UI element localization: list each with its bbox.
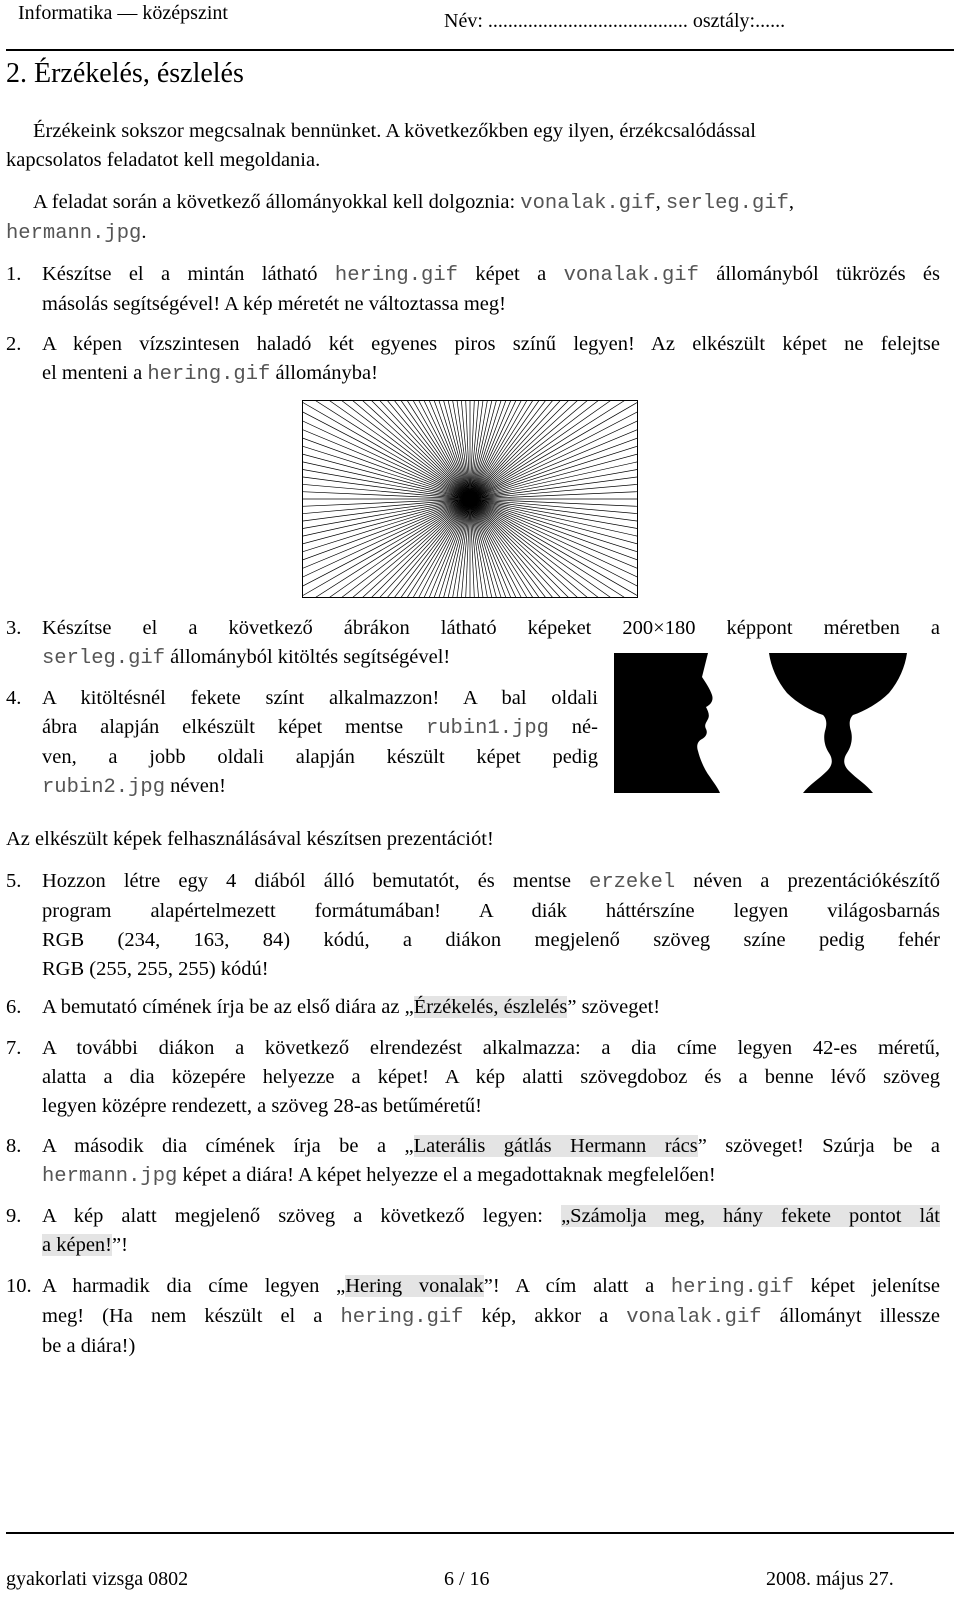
- filename-rubin2: rubin2.jpg: [42, 776, 166, 799]
- separator: ,: [655, 191, 666, 213]
- task-9-line-1: [42, 1202, 940, 1231]
- task-7-line-3: legyen középre rendezett, a szöveg 28-as betűméretű!: [42, 1095, 482, 1117]
- text: néven a prezentációkészítő: [675, 870, 940, 892]
- task-6-line-1: [42, 993, 940, 1022]
- task-2-line-2: [42, 359, 940, 389]
- filename-serleg: serleg.gif: [42, 647, 166, 670]
- text: né-: [548, 716, 598, 738]
- text: állományt illessze: [761, 1305, 940, 1327]
- rubin-vase-image: [769, 653, 907, 793]
- task-1-line-1: [42, 260, 940, 290]
- rubin-faces-figure: [614, 653, 768, 793]
- text: A bemutató címének írja be az első diára az „: [42, 996, 414, 1018]
- hering-illusion-figure: [302, 400, 638, 598]
- filename-hering: hering.gif: [670, 1276, 794, 1299]
- rubin-faces-image: [614, 653, 768, 793]
- footer-page-number: 6 / 16: [444, 1568, 490, 1590]
- task-number: 7.: [6, 1037, 22, 1059]
- text: A kép alatt megjelenő szöveg a következő legyen:: [42, 1205, 562, 1227]
- presentation-intro: Az elkészült képek felhasználásával készítsen prezentációt!: [6, 828, 494, 850]
- task-5-line-3: RGB (234, 163, 84) kódú, a diákon megjelenő szöveg színe pedig fehér: [42, 929, 940, 951]
- task-number: 2.: [6, 333, 22, 355]
- task-number: 6.: [6, 996, 22, 1018]
- task-5-line-4: RGB (255, 255, 255) kódú!: [42, 958, 269, 980]
- task-10: [6, 1272, 940, 1359]
- filename-vonalak: vonalak.gif: [563, 264, 699, 287]
- task-number: 1.: [6, 263, 22, 285]
- filename-hering: hering.gif: [340, 1306, 464, 1329]
- text: képet jelenítse: [793, 1275, 941, 1297]
- text: képet a diára! A képet helyezze el a megadottaknak megfelelően!: [177, 1164, 716, 1186]
- highlighted-text: Érzékelés, észlelés: [413, 996, 568, 1018]
- rubin-vase-figure: [769, 653, 907, 793]
- filename-hermann: hermann.jpg: [6, 222, 142, 245]
- text: ábra alapján elkészült képet mentse: [42, 716, 426, 738]
- task-number: 9.: [6, 1205, 22, 1227]
- text: képet a: [457, 263, 564, 285]
- task-10-line-3: be a diára!): [42, 1335, 136, 1357]
- footer-date: 2008. május 27.: [766, 1568, 894, 1590]
- task-7-line-1: A további diákon a következő elrendezést alkalmazza: a dia címe legyen 42-es méretű,: [42, 1037, 940, 1059]
- task-9-line-2: [42, 1231, 940, 1260]
- task-number: 3.: [6, 617, 22, 639]
- intro-files-text: A feladat során a következő állományokkal kell dolgoznia:: [33, 191, 521, 213]
- filename-hering: hering.gif: [334, 264, 458, 287]
- intro-line-1: Érzékeink sokszor megcsalnak bennünket. A következőkben egy ilyen, érzékcsalódással: [33, 120, 756, 142]
- task-number: 10.: [6, 1275, 32, 1297]
- task-5-line-2: program alapértelmezett formátumában! A diák háttérszíne legyen világosbarnás: [42, 900, 940, 922]
- period: .: [141, 221, 147, 243]
- filename-rubin1: rubin1.jpg: [425, 717, 549, 740]
- text: ” szöveget!: [567, 996, 661, 1018]
- task-4-line-2: [42, 713, 598, 743]
- task-3-line-1: Készítse el a következő ábrákon látható képeket 200×180 képpont méretben a: [42, 617, 940, 639]
- task-8-line-2: [42, 1161, 940, 1191]
- text: A harmadik dia címe legyen „: [42, 1275, 346, 1297]
- text: el menteni a: [42, 362, 148, 384]
- footer-divider: [6, 1532, 954, 1534]
- task-8: [6, 1132, 940, 1190]
- task-number: 4.: [6, 687, 22, 709]
- task-7-line-2: alatta a dia közepére helyezze a képet! A kép alatti szövegdoboz és a benne lévő szöveg: [42, 1066, 940, 1088]
- task-7: [6, 1034, 940, 1121]
- task-number: 5.: [6, 870, 22, 892]
- text: ”! A cím alatt a: [483, 1275, 671, 1297]
- intro-files-line-2: [6, 218, 146, 248]
- task-8-line-1: [42, 1132, 940, 1161]
- text: állományból kitöltés segítségével!: [165, 646, 451, 668]
- text: meg! (Ha nem készült el a: [42, 1305, 341, 1327]
- separator: ,: [788, 191, 795, 213]
- text: néven!: [165, 775, 226, 797]
- filename-vonalak: vonalak.gif: [626, 1306, 762, 1329]
- highlighted-text: „Számolja meg, hány fekete pontot lát: [561, 1205, 941, 1227]
- section-title: 2. Érzékelés, észlelés: [6, 58, 244, 89]
- highlighted-text: Laterális gátlás Hermann rács: [413, 1135, 698, 1157]
- task-6: [6, 993, 940, 1022]
- task-1-line-2: másolás segítségével! A kép méretét ne változtassa meg!: [42, 293, 506, 315]
- text: Hozzon létre egy 4 diából álló bemutatót, és mentse: [42, 870, 590, 892]
- filename-hermann: hermann.jpg: [42, 1165, 178, 1188]
- filename-vonalak: vonalak.gif: [520, 192, 656, 215]
- highlighted-text: a képen!: [42, 1234, 112, 1256]
- footer-exam-code: gyakorlati vizsga 0802: [6, 1568, 189, 1590]
- task-10-line-1: [42, 1272, 940, 1302]
- task-2-line-1: A képen vízszintesen haladó két egyenes piros színű legyen! Az elkészült képet ne felejtse: [42, 333, 940, 355]
- task-1: [6, 260, 940, 318]
- task-4-line-4: [42, 772, 598, 802]
- highlighted-text: Hering vonalak: [345, 1275, 484, 1297]
- text: kép, akkor a: [463, 1305, 627, 1327]
- task-5: [6, 867, 940, 983]
- text: A második dia címének írja be a „: [42, 1135, 414, 1157]
- intro-line-2: kapcsolatos feladatot kell megoldania.: [6, 149, 321, 171]
- header-subject: Informatika — középszint: [18, 2, 228, 24]
- intro-files-line: [33, 188, 794, 218]
- task-4-line-1: A kitöltésnél fekete színt alkalmazzon! A bal oldali: [42, 687, 598, 709]
- task-4-line-3: ven, a jobb oldali alapján készült képet pedig: [42, 746, 598, 768]
- text: állományból tükrözés és: [698, 263, 941, 285]
- header-divider: [6, 49, 954, 51]
- task-number: 8.: [6, 1135, 22, 1157]
- text: ”!: [112, 1234, 128, 1256]
- text: Készítse el a mintán látható: [42, 263, 335, 285]
- filename-hering: hering.gif: [147, 363, 271, 386]
- hering-lines-image: [302, 400, 638, 598]
- task-2: [6, 330, 940, 388]
- filename-erzekel: erzekel: [589, 871, 676, 894]
- text: állományba!: [270, 362, 378, 384]
- filename-serleg: serleg.gif: [665, 192, 789, 215]
- task-10-line-2: [42, 1302, 940, 1332]
- task-5-line-1: [42, 867, 940, 897]
- header-name-class-line: Név: ........................................ osztály:......: [444, 10, 786, 32]
- task-4: [6, 684, 598, 800]
- task-9: [6, 1202, 940, 1260]
- text: ” szöveget! Szúrja be a: [697, 1135, 940, 1157]
